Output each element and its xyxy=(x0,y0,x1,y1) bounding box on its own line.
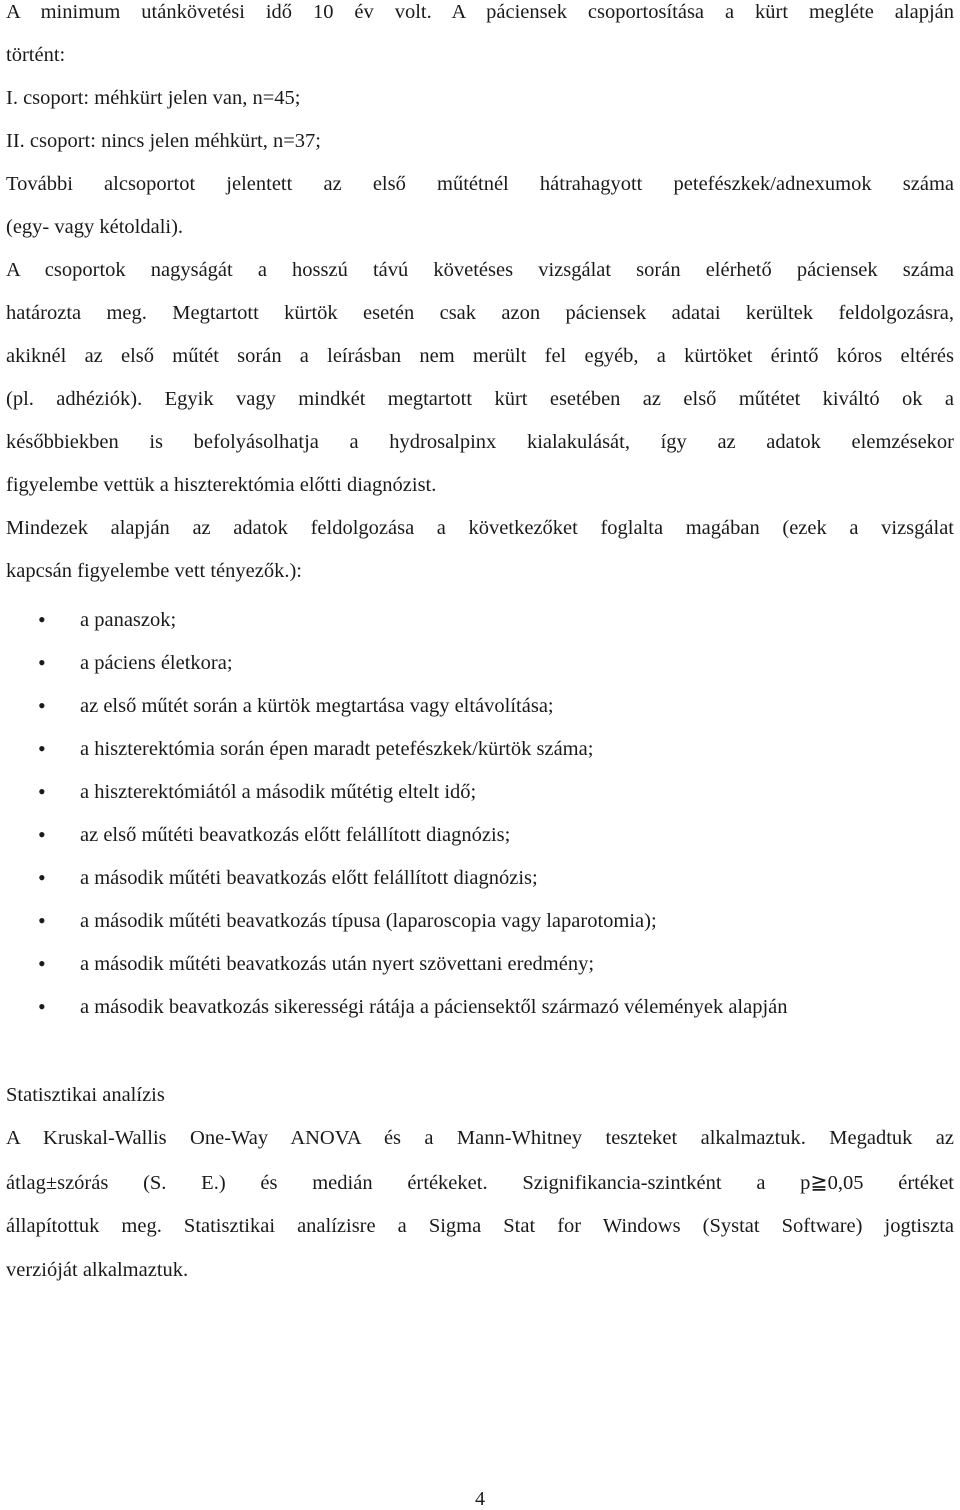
list-item-text: a hiszterektómiától a második műtétig eltelt idő; xyxy=(80,781,477,803)
list-item-text: az első műtét során a kürtök megtartása vagy eltávolítása; xyxy=(80,695,554,717)
list-item-text: a második műtéti beavatkozás után nyert szövettani eredmény; xyxy=(80,953,595,975)
bullet-icon: • xyxy=(38,650,46,675)
bullet-icon: • xyxy=(38,951,46,976)
group-1-line: I. csoport: méhkürt jelen van, n=45; xyxy=(6,87,301,109)
bullet-icon: • xyxy=(38,607,46,632)
bullet-icon: • xyxy=(38,693,46,718)
section-heading-statistics: Statisztikai analízis xyxy=(6,1084,165,1106)
page-number: 4 xyxy=(475,1488,485,1510)
list-item-text: a panaszok; xyxy=(80,609,177,631)
bullet-icon: • xyxy=(38,736,46,761)
list-item-text: a hiszterektómia során épen maradt petefészkek/kürtök száma; xyxy=(80,738,594,760)
para2-line-2: kapcsán figyelembe vett tényezők.): xyxy=(6,560,302,582)
stats-line-1: A Kruskal-Wallis One-Way ANOVA és a Mann-Whitney teszteket alkalmaztuk. Megadtuk az xyxy=(6,1127,954,1149)
group-2-line: II. csoport: nincs jelen méhkürt, n=37; xyxy=(6,130,322,152)
bullet-icon: • xyxy=(38,908,46,933)
bullet-icon: • xyxy=(38,779,46,804)
list-item-text: a második műtéti beavatkozás előtt felállított diagnózis; xyxy=(80,867,538,889)
intro-line-5: További alcsoportot jelentett az első műtétnél hátrahagyott petefészkek/adnexumok száma xyxy=(6,173,954,195)
stats-line-3: állapítottuk meg. Statisztikai analízisre a Sigma Stat for Windows (Systat Software) jogtiszta xyxy=(6,1215,954,1237)
para1-line-1: A csoportok nagyságát a hosszú távú követéses vizsgálat során elérhető páciensek száma xyxy=(6,259,954,281)
list-item-text: az első műtéti beavatkozás előtt felállított diagnózis; xyxy=(80,824,511,846)
stats-line-2: átlag±szórás (S. E.) és medián értékeket. Szignifikancia-szintként a p≧0,05 értéket xyxy=(6,1172,954,1194)
para1-line-3: akiknél az első műtét során a leírásban nem merült fel egyéb, a kürtöket érintő kóros eltérés xyxy=(6,345,954,367)
list-item-text: a második beavatkozás sikerességi rátája a páciensektől származó vélemények alapján xyxy=(80,996,788,1018)
list-item-text: a második műtéti beavatkozás típusa (laparoscopia vagy laparotomia); xyxy=(80,910,657,932)
intro-line-1: A minimum utánkövetési idő 10 év volt. A páciensek csoportosítása a kürt megléte alapján xyxy=(6,1,954,23)
bullet-icon: • xyxy=(38,994,46,1019)
bullet-icon: • xyxy=(38,865,46,890)
para1-line-4: (pl. adhéziók). Egyik vagy mindkét megtartott kürt esetében az első műtétet kiváltó ok a xyxy=(6,388,954,410)
para1-line-2: határozta meg. Megtartott kürtök esetén csak azon páciensek adatai kerültek feldolgozásra, xyxy=(6,302,954,324)
para1-line-6: figyelembe vettük a hiszterektómia előtti diagnózist. xyxy=(6,474,437,496)
para1-line-5: későbbiekben is befolyásolhatja a hydrosalpinx kialakulását, így az adatok elemzésekor xyxy=(6,431,954,453)
intro-line-2: történt: xyxy=(6,44,66,66)
list-item-text: a páciens életkora; xyxy=(80,652,233,674)
bullet-icon: • xyxy=(38,822,46,847)
para2-line-1: Mindezek alapján az adatok feldolgozása a következőket foglalta magában (ezek a vizsgálat xyxy=(6,517,954,539)
stats-line-4: verzióját alkalmaztuk. xyxy=(6,1259,189,1281)
intro-line-6: (egy- vagy kétoldali). xyxy=(6,216,184,238)
